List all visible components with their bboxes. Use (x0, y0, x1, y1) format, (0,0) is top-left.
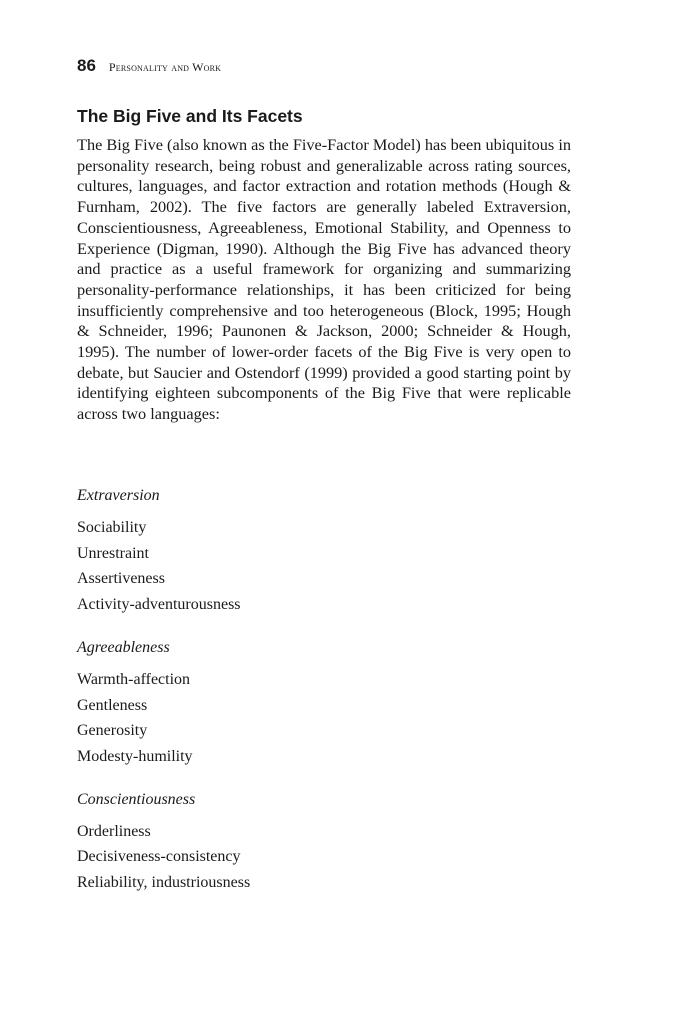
facet-item: Reliability, industriousness (77, 874, 251, 892)
facet-item: Decisiveness-consistency (77, 848, 241, 866)
section-heading: The Big Five and Its Facets (77, 106, 303, 126)
facet-item: Warmth-affection (77, 670, 191, 688)
facet-item: Activity-adventurousness (77, 596, 241, 614)
facet-item: Gentleness (77, 696, 148, 714)
facet-group-heading: Extraversion (77, 487, 160, 504)
facet-group-agreeableness (77, 637, 571, 770)
facet-item: Modesty-humility (77, 747, 193, 765)
facet-group-heading: Conscientiousness (77, 790, 196, 808)
running-head (77, 56, 221, 76)
facet-group-heading: Agreeableness (77, 638, 170, 656)
running-title: Personality and Work (108, 60, 222, 74)
facet-item: Unrestraint (77, 544, 149, 562)
page-number: 86 (77, 56, 96, 75)
facet-item: Sociability (77, 519, 147, 536)
facet-item: Assertiveness (77, 570, 165, 588)
facet-list (77, 485, 571, 915)
facet-item: Orderliness (77, 822, 151, 840)
facet-group-conscientiousness (77, 789, 571, 896)
facet-item: Generosity (77, 722, 148, 740)
facet-group-extraversion (77, 485, 571, 618)
body-paragraph: The Big Five (also known as the Five-Factor Model) has been ubiquitous in personality research, being robust and generalizable across rating sources, cultures, languages, and factor extraction and rotation methods (Hough & Furnham, 2002). The five factors are generally labeled Extraversion, Conscientiousness, Agreeableness, Emotional Stability, and Openness to Experience (Digman, 1990). Although the Big Five has advanced theory and practice as a useful framework for organizing and summarizing personality-performance relationships, it has been criticized for being insufficiently comprehensive and too heterogeneous (Block, 1995; Hough & Schneider, 1996; Paunonen & Jackson, 2000; Schneider & Hough, 1995). The number of lower-order facets of the Big Five is very open to debate, but Saucier and Ostendorf (1999) provided a good starting point by identifying eighteen subcomponents of the Big Five that were replicable across two languages: (77, 135, 571, 424)
